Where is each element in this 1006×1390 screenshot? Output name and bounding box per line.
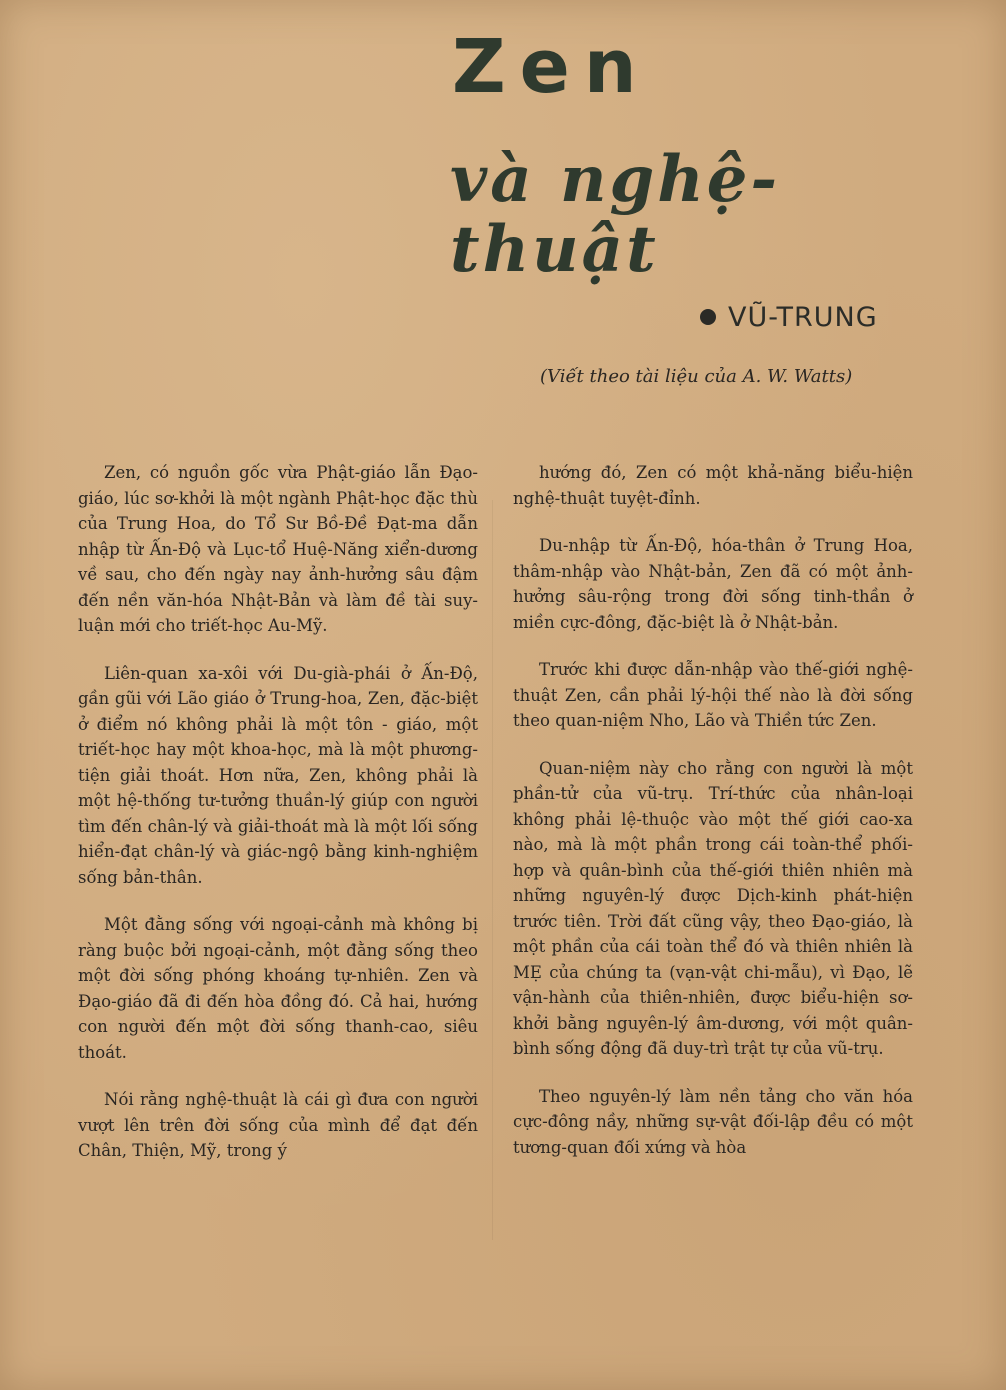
- author-name: VŨ-TRUNG: [728, 302, 878, 333]
- paragraph: Zen, có nguồn gốc vừa Phật-giáo lẫn Đạo-giáo, lúc sơ-khởi là một ngành Phật-học đặc thù của Trung Hoa, do Tổ Sư Bồ-Đề Đạt-ma dẫn nhập từ Ấn-Độ và Lục-tổ Huệ-Năng xiển-dương về sau, cho đến ngày nay ảnh-hưởng sâu đậm đến nền văn-hóa Nhật-Bản và làm đề tài suy-luận mới cho triết-học Au-Mỹ.: [78, 463, 478, 635]
- left-column: [78, 460, 478, 1186]
- author-byline: [700, 302, 960, 333]
- source-note: (Viết theo tài liệu của A. W. Watts): [540, 366, 853, 387]
- paragraph: Du-nhập từ Ấn-Độ, hóa-thân ở Trung Hoa, thâm-nhập vào Nhật-bản, Zen đã có một ảnh-hưởng sâu-rộng trong đời sống tinh-thần ở miền cực-đông, đặc-biệt là ở Nhật-bản.: [513, 536, 913, 632]
- paragraph: Một đằng sống với ngoại-cảnh mà không bị ràng buộc bởi ngoại-cảnh, một đằng sống theo một đời sống phóng khoáng tự-nhiên. Zen và Đạo-giáo đã đi đến hòa đồng đó. Cả hai, hướng con người đến một đời sống thanh-cao, siêu thoát.: [78, 915, 478, 1062]
- paragraph: hướng đó, Zen có một khả-năng biểu-hiện nghệ-thuật tuyệt-đỉnh.: [513, 463, 913, 508]
- article-subtitle: và nghệ-thuật: [450, 142, 781, 288]
- paragraph: Liên-quan xa-xôi với Du-già-phái ở Ấn-Độ, gần gũi với Lão giáo ở Trung-hoa, Zen, đặc-biệt ở điểm nó không phải là một tôn - giáo, một triết-học hay một khoa-học, mà là một phương-tiện giải thoát. Hơn nữa, Zen, không phải là một hệ-thống tư-tưởng thuần-lý giúp con người tìm đến chân-lý và giải-thoát mà là một lối sống hiển-đạt chân-lý và giác-ngộ bằng kinh-nghiệm sống bản-thân.: [78, 663, 478, 887]
- paragraph: Quan-niệm này cho rằng con người là một phần-tử của vũ-trụ. Trí-thức của nhân-loại không phải lệ-thuộc vào một thế giới cao-xa nào, mà là một phần trong cái toàn-thể phối-hợp và quân-bình của thế-giới thiên nhiên mà những nguyên-lý được Dịch-kinh phát-hiện trước tiên. Trời đất cũng vậy, theo Đạo-giáo, là một phần của cái toàn thể đó và thiên nhiên là MẸ của chúng ta (vạn-vật chi-mẫu), vì Đạo, lẽ vận-hành của thiên-nhiên, được biểu-hiện sơ-khởi bằng nguyên-lý âm-dương, với một quân-bình sống động đã duy-trì trật tự của vũ-trụ.: [513, 758, 913, 1058]
- right-column: [513, 460, 913, 1182]
- paragraph: Trước khi được dẫn-nhập vào thế-giới nghệ-thuật Zen, cần phải lý-hội thế nào là đời sống theo quan-niệm Nho, Lão và Thiền tức Zen.: [513, 660, 913, 730]
- bullet-icon: [700, 309, 716, 325]
- paragraph: Nói rằng nghệ-thuật là cái gì đưa con người vượt lên trên đời sống của mình để đạt đến Chân, Thiện, Mỹ, trong ý: [78, 1090, 478, 1160]
- paragraph: Theo nguyên-lý làm nền tảng cho văn hóa cực-đông nầy, những sự-vật đối-lập đều có một tương-quan đối xứng và hòa: [513, 1086, 913, 1157]
- article-title: Zen: [452, 24, 651, 110]
- column-divider: [492, 500, 493, 1240]
